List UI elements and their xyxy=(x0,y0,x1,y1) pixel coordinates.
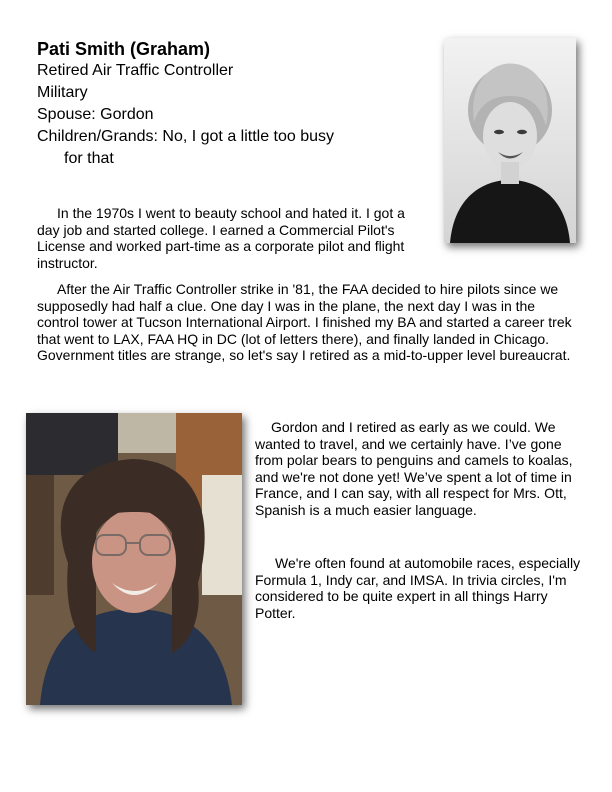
occupation: Retired Air Traffic Controller xyxy=(37,62,234,79)
yearbook-photo xyxy=(444,38,576,243)
bio-paragraph-1: In the 1970s I went to beauty school and hated it. I got a day job and started college. I earned a Commercial Pilot's License and worked part-time as a corporate pilot and flight instructor. xyxy=(37,205,405,271)
military-line: Military xyxy=(37,84,88,101)
bio-paragraph-4: We're often found at automobile races, especially Formula 1, Indy car, and IMSA. In trivia circles, I'm considered to be quite expert in all things Harry Potter. xyxy=(255,555,581,621)
profile-header xyxy=(37,38,437,170)
children-line: Children/Grands: No, I got a little too busy xyxy=(37,128,335,145)
recent-portrait-image xyxy=(26,413,242,705)
bio-paragraph-2: After the Air Traffic Controller strike in '81, the FAA decided to hire pilots since we supposedly had half a clue. One day I was in the plane, the next day I was in the control tower at Tucson International Airport. I finished my BA and started a career trek that went to LAX, FAA HQ in DC (lot of letters there), and finally landed in Chicago. Government titles are strange, so let's say I retired as a mid-to-upper level bureaucrat. xyxy=(37,281,572,363)
person-name: Pati Smith (Graham) xyxy=(37,39,211,59)
bio-paragraph-3: Gordon and I retired as early as we could. We wanted to travel, and we certainly have. I’ve gone from polar bears to penguins and camels to koalas, and we're not done yet! We’ve spent a lot of time in France, and I can say, with all respect for Mrs. Ott, Spanish is a much easier language. xyxy=(255,419,573,518)
spouse-line: Spouse: Gordon xyxy=(37,106,154,123)
yearbook-portrait-image xyxy=(444,38,576,243)
recent-photo xyxy=(26,413,242,705)
children-line-continued: for that xyxy=(64,150,114,167)
